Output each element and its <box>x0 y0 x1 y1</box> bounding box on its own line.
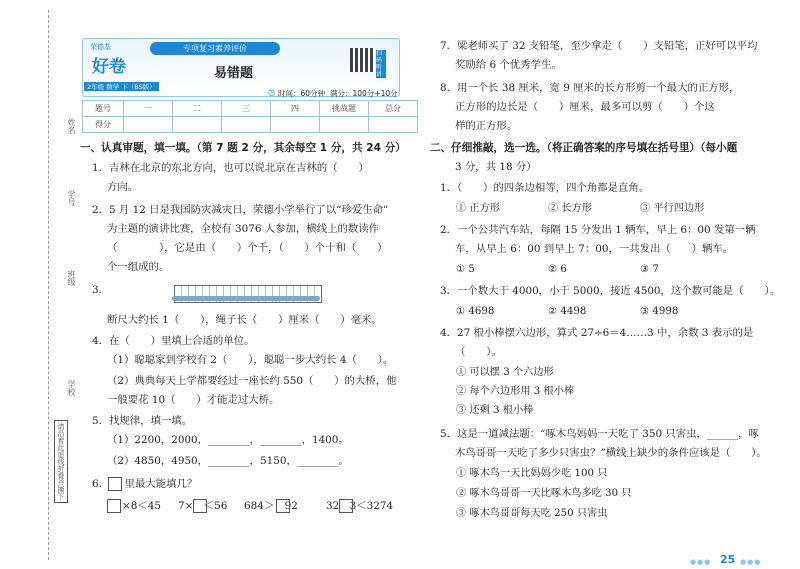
question-2-line-2: 为主题的演讲比赛，全校有 3076 人参加，横线上的数读作 <box>107 223 380 235</box>
question-4-part-2-line-2: 一般要花 10（ ）才能走过大桥。 <box>107 394 280 406</box>
answer-box[interactable] <box>276 499 290 513</box>
score-header-cell: 四 <box>271 101 320 117</box>
strip-brand: 请沿着此虚线折叠并撕下 <box>54 420 68 503</box>
qr-code-icon[interactable] <box>350 48 374 72</box>
banner: 专项复习素养评价 <box>150 42 280 55</box>
choice-3-option-1[interactable]: ① 4698 <box>456 306 495 317</box>
binding-strip <box>0 0 76 569</box>
choice-4-question-line-2: （ ）。 <box>455 346 502 358</box>
question-6-item-3: 684＞ 92 <box>244 500 298 512</box>
score-row-label: 得分 <box>83 117 124 133</box>
choice-5-option-2[interactable]: ② 啄木鸟哥哥一天比啄木鸟多吃 30 只 <box>456 488 632 499</box>
choice-5-question-line-1: 5．这是一道减法题：“啄木鸟妈妈一天吃了 350 只害虫，______，啄 <box>440 428 759 440</box>
clock-icon: ◷ <box>268 88 275 97</box>
choice-4-option-3[interactable]: ③ 还剩 3 根小棒 <box>456 405 534 416</box>
question-5-title: 5．找规律，填一填。 <box>92 415 193 427</box>
qr-caption: 扫码听讲 <box>376 50 386 78</box>
logo: 好卷 <box>92 57 126 77</box>
choice-1-option-3[interactable]: ③ 平行四边形 <box>640 203 705 214</box>
choice-1-option-1[interactable]: ① 正方形 <box>456 203 500 214</box>
score-input-cell[interactable] <box>369 117 418 133</box>
choice-4-option-1[interactable]: ① 可以摆 3 个六边形 <box>456 367 554 378</box>
choice-1-option-2[interactable]: ② 长方形 <box>548 203 592 214</box>
strip-label-class: 班级 <box>67 270 76 286</box>
answer-box[interactable] <box>108 477 122 491</box>
question-8-line-3: 样的正方形。 <box>455 120 518 132</box>
choice-2-option-2[interactable]: ② 6 <box>548 264 567 275</box>
score-header-cell: 二 <box>173 101 222 117</box>
score-input-cell[interactable] <box>222 117 271 133</box>
question-6-title: 6． 里最大能填几？ <box>92 478 198 490</box>
choice-3-question: 3．一个数大于 4000，小于 5000，接近 4500，这个数可能是（ ）。 <box>440 285 781 297</box>
choice-2-question-line-2: 车，从早上 6：00 到早上 7：00，一共发出（ ）辆车。 <box>455 243 734 255</box>
rope-image <box>172 296 320 301</box>
choice-2-option-3[interactable]: ③ 7 <box>640 264 659 275</box>
page-dots-left: ●●● <box>690 558 712 566</box>
section-1-title: 一、认真审题，填一填。（第 7 题 2 分，其余每空 1 分，共 24 分） <box>80 142 406 154</box>
question-7-line-2: 奖励给 6 个优秀学生。 <box>455 59 562 71</box>
question-5-part-1: （1）2200，2000，________，________，1400。 <box>107 434 349 446</box>
choice-2-option-1[interactable]: ① 5 <box>456 264 475 275</box>
strip-label-number: 学号 <box>67 190 76 206</box>
question-8-line-1: 8．用一个长 38 厘米，宽 9 厘米的长方形剪一个最大的正方形， <box>440 82 740 94</box>
score-label: 满分：100分+10分 <box>330 89 398 98</box>
question-4-part-1: （1）聪聪家到学校有 2（ ），聪聪一步大约长 4（ ）。 <box>107 354 394 366</box>
question-4-title: 4．在（ ）里填上合适的单位。 <box>92 335 255 347</box>
question-6-item-2: 7× ＜56 <box>178 500 228 512</box>
strip-label-name: 姓名 <box>67 118 76 134</box>
score-input-cell[interactable] <box>173 117 222 133</box>
score-header-cell: 题号 <box>83 101 124 117</box>
question-2-line-4: 个一组成的。 <box>107 261 170 273</box>
score-input-cell[interactable] <box>124 117 173 133</box>
question-6-item-1: ×8＜45 <box>122 500 161 512</box>
question-6-item-4: 32 3＜3274 <box>326 500 394 512</box>
question-2-line-3: （ ），它是由（ ）个千，（ ）个十和（ ） <box>107 242 388 254</box>
page-title: 易错题 <box>214 66 254 81</box>
score-header-cell: 总分 <box>369 101 418 117</box>
question-1-line-2: 方向。 <box>107 181 139 193</box>
question-3-number: 3． <box>92 284 110 296</box>
question-4-part-2-line-1: （2）典典每天上学都要经过一座长约 550（ ）的大桥，他 <box>107 375 397 387</box>
answer-box[interactable] <box>339 499 353 513</box>
strip-label-school: 学校 <box>67 380 76 396</box>
score-table <box>82 100 418 133</box>
score-input-cell[interactable] <box>271 117 320 133</box>
question-2-line-1: 2．5 月 12 日是我国防灾减灾日，荣德小学举行了以“珍爱生命” <box>92 204 389 216</box>
answer-box[interactable] <box>107 499 121 513</box>
choice-4-option-2[interactable]: ② 每个六边形用 3 根小棒 <box>456 386 575 397</box>
question-3-text: 断尺大约长 1（ ），绳子长（ ）厘米（ ）毫米。 <box>107 314 382 326</box>
question-8-line-2: 正方形的边长是（ ）厘米，最多可以剪（ ）个这 <box>455 101 715 113</box>
section-2-title-line-2: 3 分，共 18 分） <box>455 161 537 173</box>
page-number: 25 <box>720 553 736 566</box>
choice-1-question: 1．（ ）的四条边相等，四个角都是直角。 <box>440 182 650 194</box>
choice-3-option-2[interactable]: ② 4498 <box>548 306 587 317</box>
page-dots-right: ●●● <box>740 558 762 566</box>
choice-5-option-1[interactable]: ① 啄木鸟一天比妈妈少吃 100 只 <box>456 468 608 479</box>
score-input-cell[interactable] <box>320 117 369 133</box>
series-badge: 荣德基 <box>90 43 111 51</box>
question-7-line-1: 7．梁老师买了 32 支铅笔，至少拿走（ ）支铅笔，正好可以平均 <box>440 40 758 52</box>
time-label: 时间：60分钟 <box>278 89 326 98</box>
choice-2-question-line-1: 2．一个公共汽车站，每隔 15 分发出 1 辆车，早上 6：00 发第一辆 <box>440 224 756 236</box>
choice-4-question-line-1: 4．27 根小棒摆六边形，算式 27÷6＝4……3 中，余数 3 表示的是 <box>440 327 754 339</box>
score-header-cell: 挑战题 <box>320 101 369 117</box>
answer-box[interactable] <box>193 499 207 513</box>
question-5-part-2: （2）4850，4950，________，5150，________。 <box>107 455 349 467</box>
choice-5-question-line-2: 木鸟哥哥一天吃了多少只害虫？”横线上缺少的条件应该是（ ）。 <box>455 447 767 459</box>
section-2-title: 二、仔细推敲，选一选。（将正确答案的序号填在括号里）（每小题 <box>430 142 738 154</box>
score-header-cell: 一 <box>124 101 173 117</box>
grade-label: 2年级 数学 下（BS版） <box>84 82 159 91</box>
dashed-fold-line <box>48 10 49 560</box>
question-1-line-1: 1．吉林在北京的东北方向，也可以说北京在吉林的（ ） <box>92 162 369 174</box>
choice-3-option-3[interactable]: ③ 4998 <box>640 306 679 317</box>
score-header-cell: 三 <box>222 101 271 117</box>
choice-5-option-3[interactable]: ③ 啄木鸟哥哥每天吃 250 只害虫 <box>456 508 608 519</box>
